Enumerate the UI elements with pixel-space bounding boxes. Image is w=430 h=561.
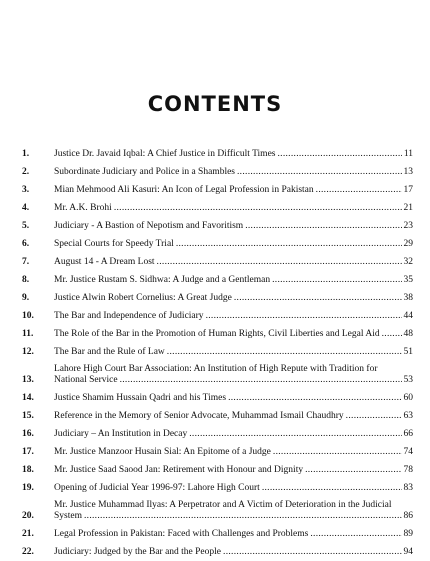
dot-leader <box>272 275 401 286</box>
entry-title: Special Courts for Speedy Trial <box>54 239 174 249</box>
dot-leader <box>206 311 402 322</box>
entry-page-number: 21 <box>403 203 413 213</box>
entry-page-number: 38 <box>403 293 413 303</box>
entry-title: Mr. A.K. Brohi <box>54 203 112 213</box>
dot-leader <box>277 149 401 160</box>
toc-entry <box>22 458 413 476</box>
entry-number: 15. <box>22 411 34 421</box>
contents-heading: CONTENTS <box>147 92 283 116</box>
toc-entry <box>22 160 413 178</box>
toc-entry <box>22 322 413 340</box>
dot-leader <box>310 529 401 540</box>
toc-entry <box>22 142 413 160</box>
entry-page-number: 13 <box>403 167 413 177</box>
entry-page-number: 44 <box>403 311 413 321</box>
entry-number: 19. <box>22 483 34 493</box>
entry-number: 2. <box>22 167 30 177</box>
entry-title: Subordinate Judiciary and Police in a Shambles <box>54 167 235 177</box>
entry-number: 18. <box>22 465 34 475</box>
dot-leader <box>234 293 402 304</box>
entry-title: Judiciary: Judged by the Bar and the People <box>54 547 222 557</box>
entry-title: Mr. Justice Muhammad Ilyas: A Perpetrator and A Victim of Deterioration in the Judicial <box>54 500 392 510</box>
toc-entry <box>22 340 413 358</box>
toc-entry <box>22 358 413 386</box>
entry-number: 8. <box>22 275 30 285</box>
entry-title: Justice Dr. Javaid Iqbal: A Chief Justice in Difficult Times <box>54 149 276 159</box>
entry-title-continued: System <box>54 511 82 521</box>
toc-entry <box>22 386 413 404</box>
entry-title: Mr. Justice Manzoor Husain Sial: An Epitome of a Judge <box>54 447 271 457</box>
entry-title: Judiciary – An Institution in Decay <box>54 429 188 439</box>
toc-entry <box>22 440 413 458</box>
entry-number: 11. <box>22 329 34 339</box>
entry-page-number: 63 <box>403 411 413 421</box>
entry-page-number: 29 <box>403 239 413 249</box>
dot-leader <box>223 547 401 558</box>
dot-leader <box>262 483 402 494</box>
entry-page-number: 74 <box>403 447 413 457</box>
toc-entry <box>22 268 413 286</box>
entry-page-number: 78 <box>403 465 413 475</box>
entry-page-number: 17 <box>403 185 413 195</box>
entry-number: 20. <box>22 511 34 521</box>
toc-entry <box>22 214 413 232</box>
toc-entry <box>22 540 413 558</box>
entry-title: The Bar and the Rule of Law <box>54 347 165 357</box>
entry-title: Justice Shamim Hussain Qadri and his Times <box>54 393 227 403</box>
dot-leader <box>346 411 402 422</box>
dot-leader <box>316 185 402 196</box>
toc-entry <box>22 196 413 214</box>
entry-number: 4. <box>22 203 30 213</box>
entry-number: 3. <box>22 185 30 195</box>
dot-leader <box>189 429 401 440</box>
dot-leader <box>305 465 401 476</box>
dot-leader <box>228 393 401 404</box>
dot-leader <box>382 329 402 340</box>
dot-leader <box>120 375 402 386</box>
dot-leader <box>167 347 402 358</box>
entry-number: 5. <box>22 221 30 231</box>
entry-number: 22. <box>22 547 34 557</box>
toc-entry <box>22 250 413 268</box>
toc-entry <box>22 404 413 422</box>
entry-title: Opening of Judicial Year 1996-97: Lahore High Court <box>54 483 260 493</box>
toc-entry <box>22 304 413 322</box>
entry-page-number: 35 <box>403 275 413 285</box>
entry-title: Mr. Justice Saad Saood Jan: Retirement with Honour and Dignity <box>54 465 304 475</box>
toc-entry <box>22 422 413 440</box>
entry-title: Judiciary - A Bastion of Nepotism and Favoritism <box>54 221 244 231</box>
entry-title-continued: National Service <box>54 375 118 385</box>
entry-page-number: 66 <box>403 429 413 439</box>
entry-number: 9. <box>22 293 30 303</box>
dot-leader <box>273 447 402 458</box>
entry-title: Lahore High Court Bar Association: An Institution of High Repute with Tradition for <box>54 364 378 374</box>
dot-leader <box>114 203 402 214</box>
toc-entry <box>22 522 413 540</box>
entry-page-number: 23 <box>403 221 413 231</box>
entry-title: Mian Mehmood Ali Kasuri: An Icon of Legal Profession in Pakistan <box>54 185 314 195</box>
dot-leader <box>245 221 401 232</box>
entry-title: The Bar and Independence of Judiciary <box>54 311 204 321</box>
entry-title: Reference in the Memory of Senior Advocate, Muhammad Ismail Chaudhry <box>54 411 344 421</box>
entry-number: 13. <box>22 375 34 385</box>
entry-number: 17. <box>22 447 34 457</box>
entry-number: 6. <box>22 239 30 249</box>
entry-page-number: 53 <box>403 375 413 385</box>
toc-entry <box>22 476 413 494</box>
dot-leader <box>157 257 402 268</box>
dot-leader <box>84 511 402 522</box>
toc-entry <box>22 494 413 522</box>
entry-title: Legal Profession in Pakistan: Faced with Challenges and Problems <box>54 529 309 539</box>
entry-number: 10. <box>22 311 34 321</box>
entry-page-number: 11 <box>403 149 413 159</box>
entry-number: 7. <box>22 257 30 267</box>
toc-entry <box>22 286 413 304</box>
entry-page-number: 32 <box>403 257 413 267</box>
toc-entry <box>22 232 413 250</box>
entry-title: Mr. Justice Rustam S. Sidhwa: A Judge and a Gentleman <box>54 275 271 285</box>
entry-page-number: 60 <box>403 393 413 403</box>
entry-number: 12. <box>22 347 34 357</box>
entry-number: 14. <box>22 393 34 403</box>
entry-title: The Role of the Bar in the Promotion of Human Rights, Civil Liberties and Legal Aid <box>54 329 380 339</box>
entry-title: Justice Alwin Robert Cornelius: A Great Judge <box>54 293 232 303</box>
entry-page-number: 89 <box>403 529 413 539</box>
dot-leader <box>237 167 402 178</box>
toc-entry <box>22 178 413 196</box>
entry-number: 1. <box>22 149 30 159</box>
dot-leader <box>176 239 402 250</box>
entry-page-number: 51 <box>403 347 413 357</box>
entry-page-number: 86 <box>403 511 413 521</box>
entry-page-number: 83 <box>403 483 413 493</box>
entry-page-number: 48 <box>403 329 413 339</box>
table-of-contents <box>22 142 413 558</box>
entry-page-number: 94 <box>403 547 413 557</box>
entry-number: 16. <box>22 429 34 439</box>
entry-number: 21. <box>22 529 34 539</box>
entry-title: August 14 - A Dream Lost <box>54 257 155 267</box>
